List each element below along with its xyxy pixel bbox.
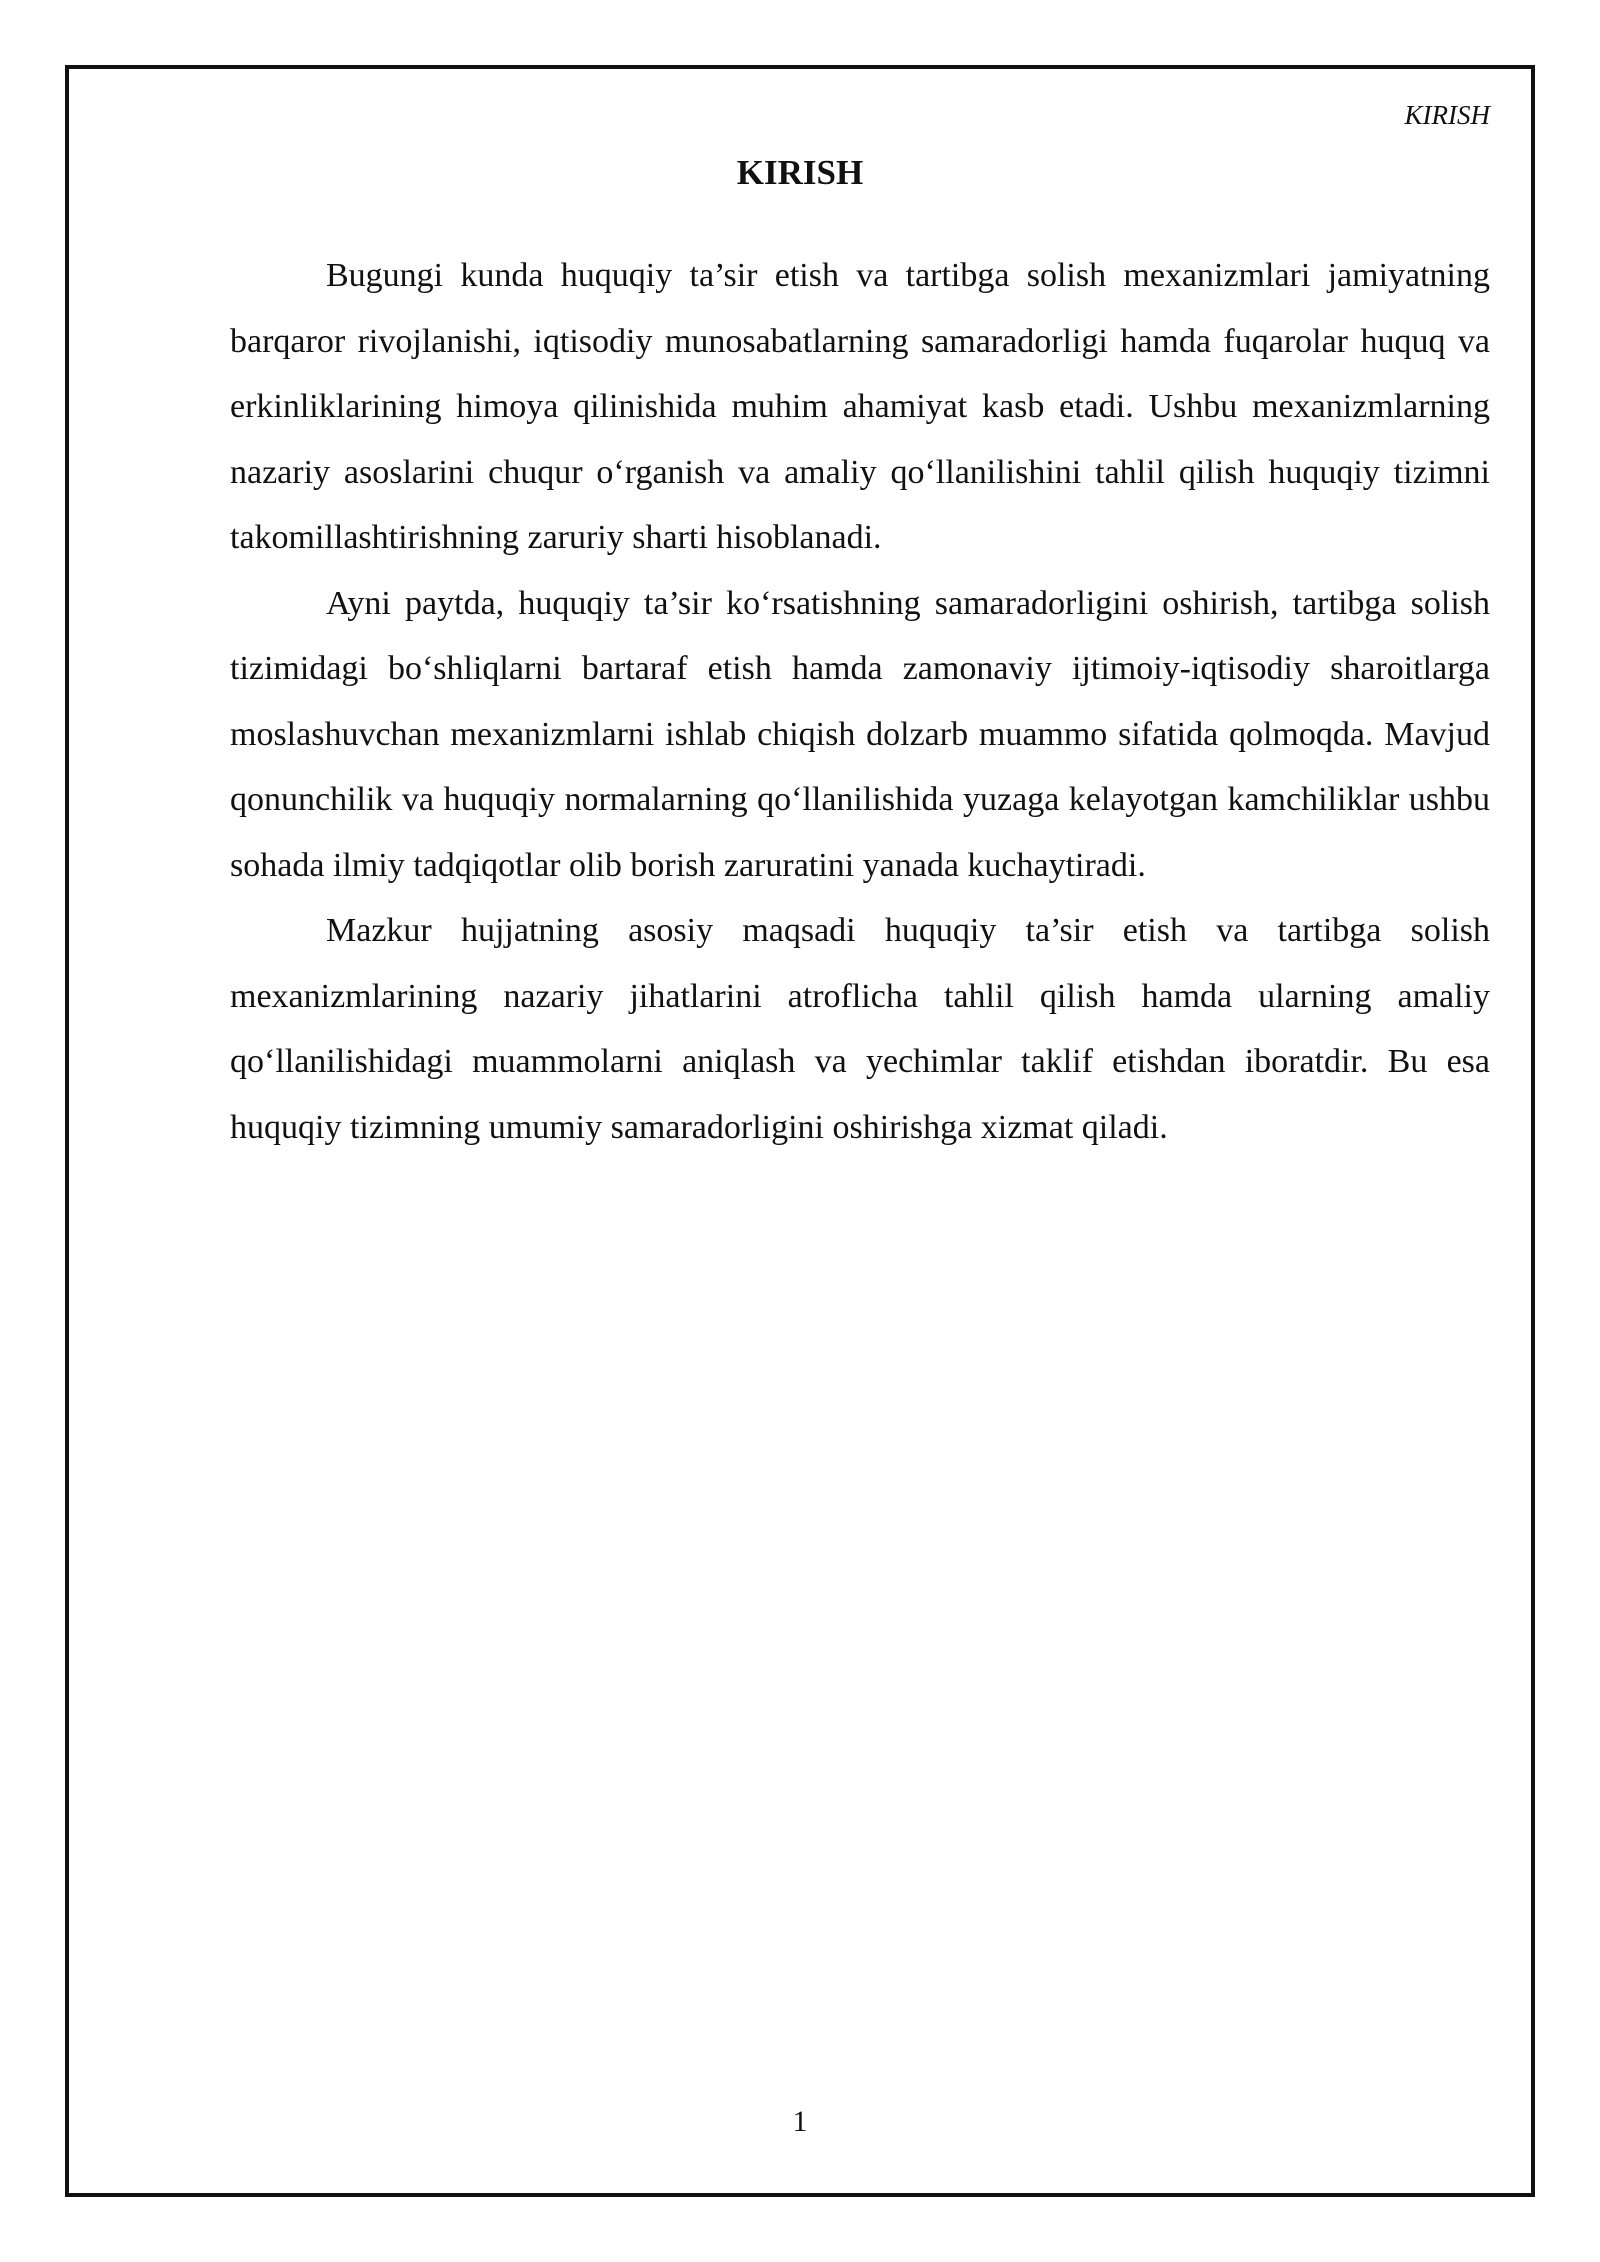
paragraph-1: Bugungi kunda huquqiy ta’sir etish va tartibga solish mexanizmlari jamiyatning barqaror rivojlanishi, iqtisodiy munosabatlarning samaradorligi hamda fuqarolar huquq va erkinliklarining himoya qilinishida muhim ahamiyat kasb etadi. Ushbu mexanizmlarning nazariy asoslarini chuqur o‘rganish va amaliy qo‘llanilishini tahlil qilish huquqiy tizimni takomillashtirishning zaruriy sharti hisoblanadi. bbox=[230, 257, 1490, 556]
document-body bbox=[230, 243, 1490, 1160]
paragraph-2: Ayni paytda, huquqiy ta’sir ko‘rsatishning samaradorligini oshirish, tartibga solish tizimidagi bo‘shliqlarni bartaraf etish hamda zamonaviy ijtimoiy-iqtisodiy sharoitlarga moslashuvchan mexanizmlarni ishlab chiqish dolzarb muammo sifatida qolmoqda. Mavjud qonunchilik va huquqiy normalarning qo‘llanilishida yuzaga kelayotgan kamchiliklar ushbu sohada ilmiy tadqiqotlar olib borish zaruratini yanada kuchaytiradi. bbox=[230, 584, 1490, 884]
page-number: 1 bbox=[792, 2105, 808, 2138]
running-header: KIRISH bbox=[1404, 100, 1490, 130]
page-title: KIRISH bbox=[736, 153, 864, 192]
paragraph-3: Mazkur hujjatning asosiy maqsadi huquqiy ta’sir etish va tartibga solish mexanizmlarining nazariy jihatlarini atroflicha tahlil qilish hamda ularning amaliy qo‘llanilishidagi muammolarni aniqlash va yechimlar taklif etishdan iboratdir. Bu esa huquqiy tizimning umumiy samaradorligini oshirishga xizmat qiladi. bbox=[230, 912, 1490, 1146]
